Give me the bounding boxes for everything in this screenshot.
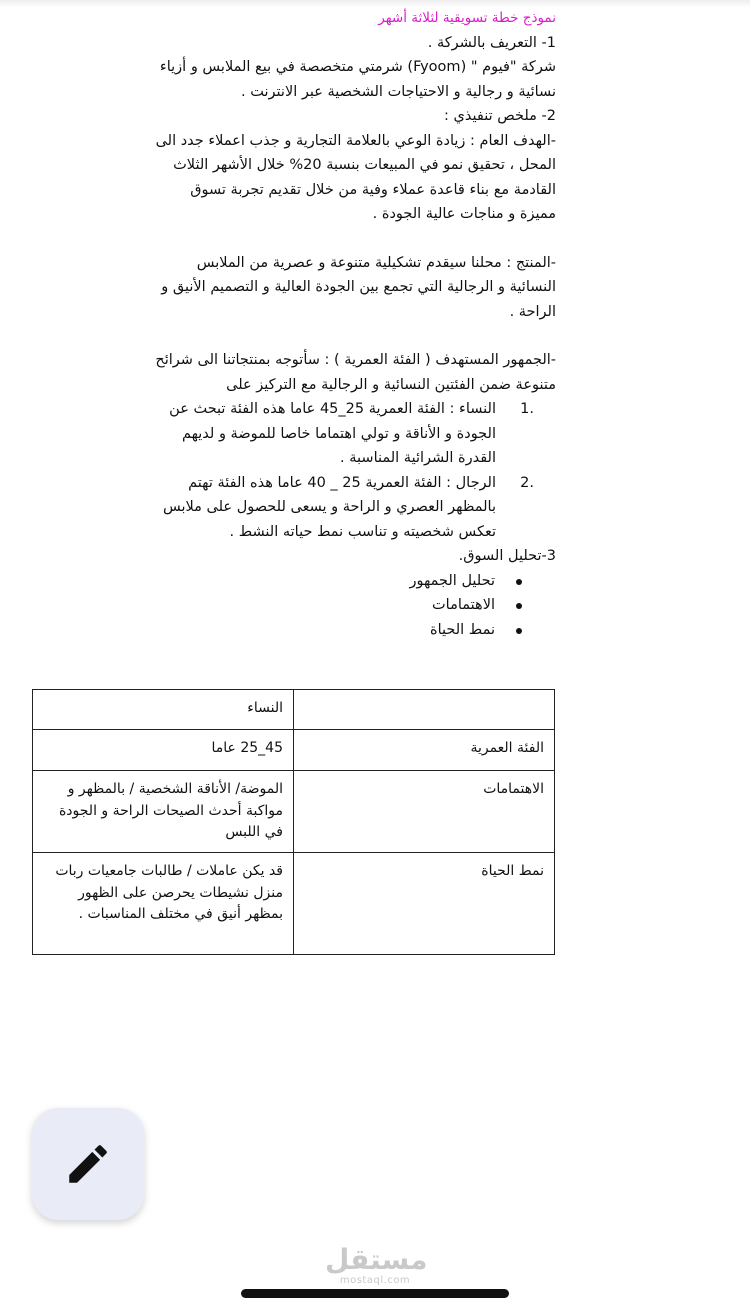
table-value-cell: 45_25 عاما <box>33 730 294 771</box>
watermark-latin: mostaql.com <box>339 1275 411 1286</box>
product-paragraph: -المنتج : محلنا سيقدم تشكيلية متنوعة و عصرية من الملابس النسائية و الرجالية التي تجمع بين الجودة العالية و التصميم الأنيق و الراحة . <box>161 254 556 320</box>
table-row <box>33 771 555 853</box>
list-item-text: الرجال : الفئة العمرية 25 _ 40 عاما هذه الفئة تهتم بالمظهر العصري و الراحة و يسعى للحصول على ملابس تعكس شخصيته و تناسب نمط حياته النشط . <box>163 474 496 540</box>
audience-paragraph: -الجمهور المستهدف ( الفئة العمرية ) : سأتوجه بمنتجاتنا الى شرائح متنوعة ضمن الفئتين النسائية و الرجالية مع التركيز على <box>155 352 556 393</box>
home-indicator[interactable] <box>241 1289 509 1298</box>
list-item <box>150 593 556 618</box>
list-item <box>150 471 556 545</box>
list-item-text: نمط الحياة <box>430 621 495 638</box>
bullet-icon <box>516 579 522 585</box>
section-3-heading: 3-تحليل السوق. <box>458 548 556 564</box>
bullet-icon <box>516 603 522 609</box>
edit-button[interactable] <box>32 1108 144 1220</box>
spacer <box>150 324 556 348</box>
general-goal-paragraph: -الهدف العام : زيادة الوعي بالعلامة التجارية و جذب اعملاء جدد الى المحل ، تحقيق نمو في المبيعات بنسبة 20% خلال الأشهر الثلاث القادمة مع بناء قاعدة عملاء وفية من خلال تقديم تجربة تسوق مميزة و مناجات عالية الجودة . <box>155 132 556 222</box>
audience-list <box>150 397 556 544</box>
list-number: 1. <box>520 401 534 417</box>
audience-table-container <box>55 689 555 954</box>
table-row <box>33 690 555 730</box>
table-row <box>33 853 555 955</box>
company-description: شركة "فيوم " (Fyoom) شرمتي متخصصة في بيع الملابس و أزياء نسائية و رجالية و الاحتياجات الشخصية عبر الانترنت . <box>159 59 556 100</box>
section-2-heading: 2- ملخص تنفيذي : <box>444 108 556 124</box>
list-item-text: النساء : الفئة العمرية 25_45 عاما هذه الفئة تبحث عن الجودة و الأناقة و تولي اهتماما خاصا للموضة و لديهم القدرة الشرائية المناسبة . <box>169 401 496 466</box>
table-value-cell: قد يكن عاملات / طالبات جامعيات ربات منزل نشيطات يحرصن على الظهور بمظهر أنيق في مختلف المناسبات . <box>33 853 294 955</box>
list-number: 2. <box>520 474 534 491</box>
list-item-text: تحليل الجمهور <box>409 572 495 589</box>
table-label-cell <box>294 690 555 730</box>
audience-table <box>32 689 555 955</box>
list-item <box>150 569 556 594</box>
table-label-cell: نمط الحياة <box>294 853 555 955</box>
list-item <box>150 618 556 643</box>
table-label-cell: الاهتمامات <box>294 771 555 853</box>
table-value-cell: النساء <box>33 690 294 730</box>
bullet-icon <box>516 628 522 634</box>
list-item <box>150 397 556 471</box>
watermark-arabic: مستقل <box>325 1243 428 1276</box>
section-1-heading: 1- التعريف بالشركة . <box>427 34 556 51</box>
table-row <box>33 730 555 771</box>
mostaql-watermark <box>325 1243 428 1287</box>
spacer <box>150 227 556 251</box>
document-body <box>150 6 556 642</box>
table-label-cell: الفئة العمرية <box>294 730 555 771</box>
list-item-text: الاهتمامات <box>432 597 495 613</box>
table-value-cell: الموضة/ الأناقة الشخصية / بالمظهر و مواكبة أحدث الصيحات الراحة و الجودة في اللبس <box>33 771 294 853</box>
pencil-edit-icon <box>63 1139 113 1189</box>
document-title: نموذج خطة تسويقية لثلاثة أشهر <box>378 10 556 26</box>
market-analysis-list <box>150 569 556 643</box>
